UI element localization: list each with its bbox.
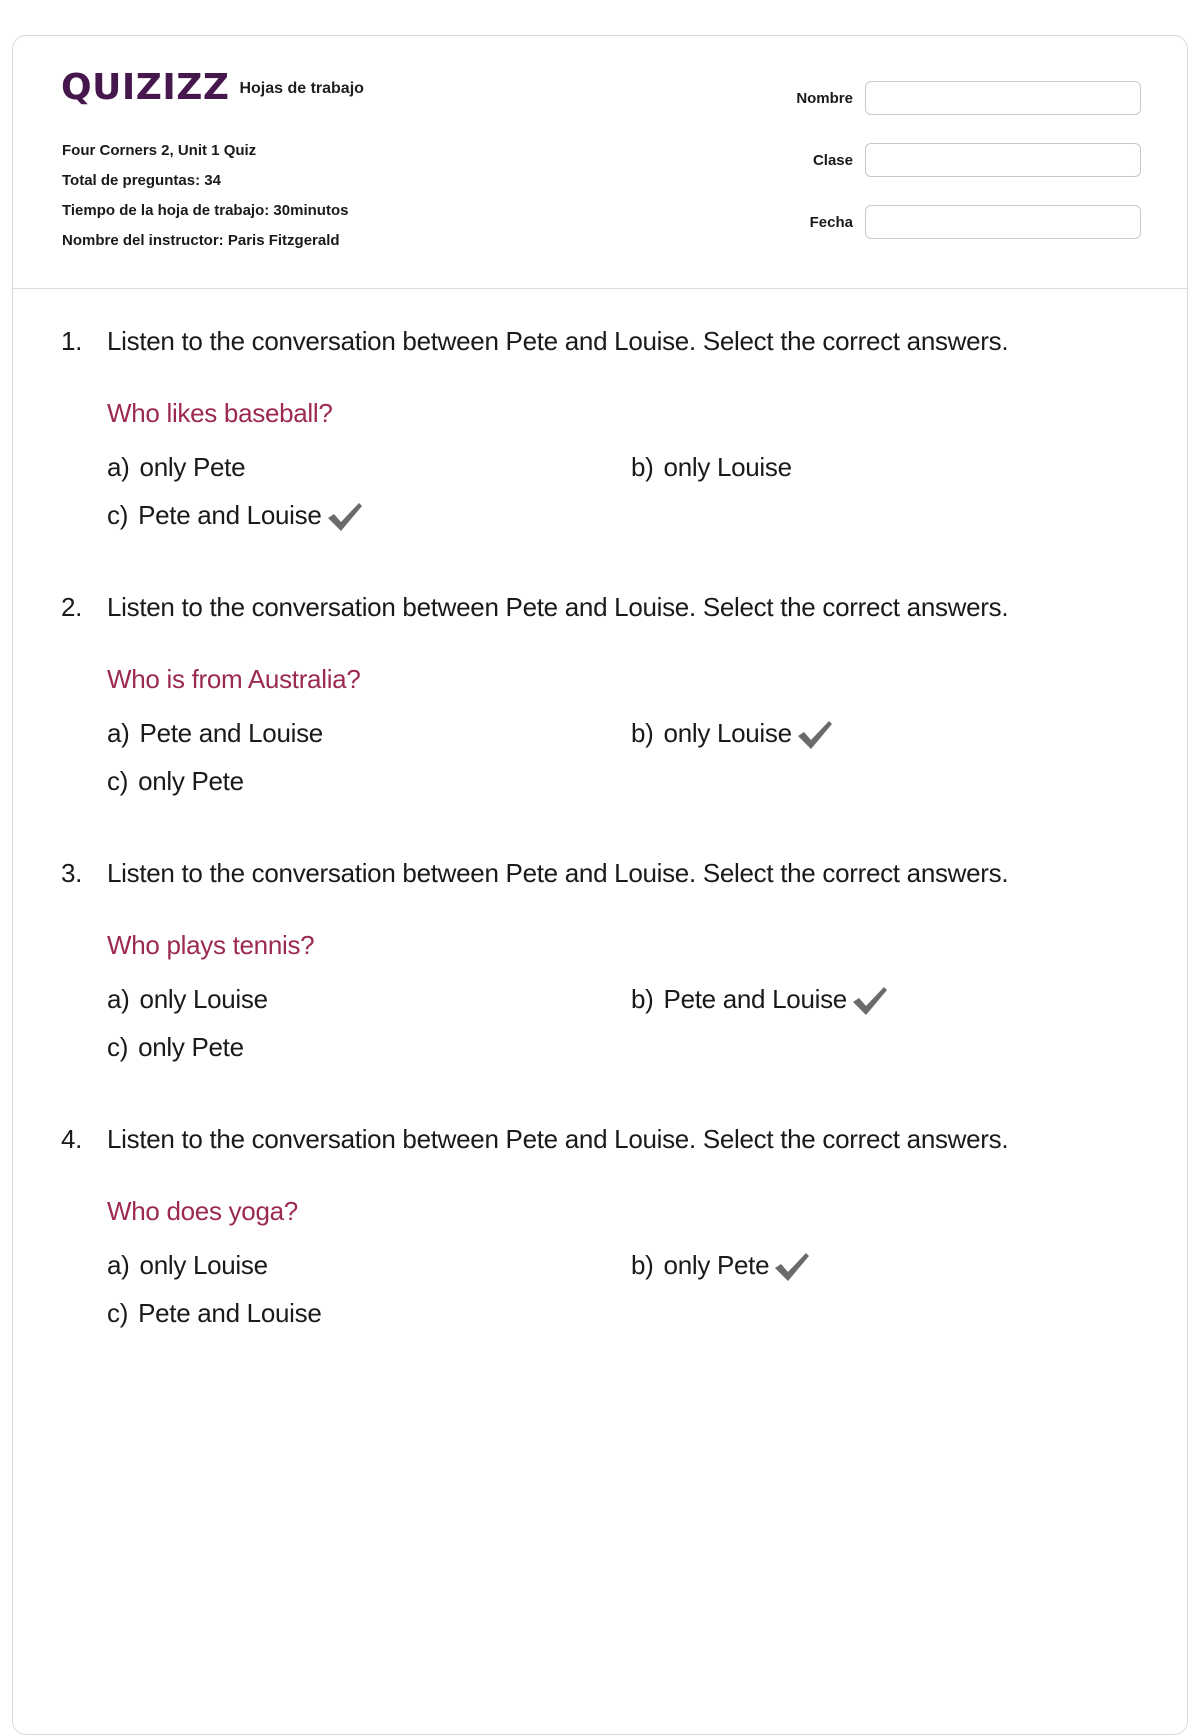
question-1 bbox=[61, 324, 1161, 590]
name-field[interactable] bbox=[865, 81, 1141, 115]
answer-option[interactable] bbox=[631, 982, 1131, 1016]
quiz-meta bbox=[62, 136, 348, 256]
option-letter: a) bbox=[107, 1250, 130, 1280]
option-letter: a) bbox=[107, 452, 130, 482]
sub-question: Who is from Australia? bbox=[107, 664, 361, 694]
answer-options bbox=[107, 716, 1161, 798]
option-text: only Louise bbox=[663, 718, 792, 748]
question-stem bbox=[61, 324, 1161, 358]
option-text: only Pete bbox=[138, 1032, 244, 1062]
answer-options bbox=[107, 450, 1161, 532]
option-text: only Pete bbox=[663, 1250, 770, 1280]
answer-option[interactable] bbox=[631, 716, 1131, 750]
checkmark-icon bbox=[796, 719, 834, 751]
answer-option[interactable] bbox=[107, 498, 631, 532]
date-row bbox=[796, 204, 1141, 240]
option-letter: c) bbox=[107, 766, 129, 796]
answer-options bbox=[107, 982, 1161, 1064]
answer-option[interactable] bbox=[107, 1248, 631, 1282]
question-number: 2. bbox=[61, 592, 83, 622]
class-field[interactable] bbox=[865, 143, 1141, 177]
option-letter: b) bbox=[631, 1250, 654, 1280]
answer-option[interactable] bbox=[631, 450, 1131, 484]
question-list bbox=[61, 324, 1161, 1388]
option-letter: b) bbox=[631, 984, 654, 1014]
sub-question: Who plays tennis? bbox=[107, 930, 315, 960]
question-text: Listen to the conversation between Pete and Louise. Select the correct answers. bbox=[107, 592, 1009, 622]
date-label: Fecha bbox=[809, 213, 853, 231]
answer-option[interactable] bbox=[107, 716, 631, 750]
instructor-name: Nombre del instructor: Paris Fitzgerald bbox=[62, 232, 340, 249]
option-text: only Pete bbox=[138, 766, 244, 796]
question-text: Listen to the conversation between Pete and Louise. Select the correct answers. bbox=[107, 326, 1009, 356]
option-text: Pete and Louise bbox=[138, 1298, 322, 1328]
sub-question: Who does yoga? bbox=[107, 1196, 298, 1226]
answer-options bbox=[107, 1248, 1161, 1330]
option-letter: b) bbox=[631, 452, 654, 482]
worksheet-header bbox=[13, 36, 1187, 289]
brand bbox=[61, 67, 364, 108]
quiz-title: Four Corners 2, Unit 1 Quiz bbox=[62, 142, 257, 159]
question-3 bbox=[61, 856, 1161, 1122]
answer-option[interactable] bbox=[107, 764, 631, 798]
date-field[interactable] bbox=[865, 205, 1141, 239]
option-text: only Louise bbox=[139, 1250, 268, 1280]
question-2 bbox=[61, 590, 1161, 856]
quizizz-logo: QUIZIZZ bbox=[61, 67, 230, 108]
option-text: Pete and Louise bbox=[139, 718, 323, 748]
checkmark-icon bbox=[326, 501, 364, 533]
option-letter: c) bbox=[107, 500, 129, 530]
option-text: only Louise bbox=[663, 452, 792, 482]
total-questions: Total de preguntas: 34 bbox=[62, 172, 221, 189]
answer-option[interactable] bbox=[107, 1296, 631, 1330]
question-stem bbox=[61, 1122, 1161, 1156]
question-text: Listen to the conversation between Pete and Louise. Select the correct answers. bbox=[107, 1124, 1009, 1154]
question-4 bbox=[61, 1122, 1161, 1388]
class-row bbox=[796, 142, 1141, 178]
option-letter: a) bbox=[107, 718, 130, 748]
class-label: Clase bbox=[812, 151, 853, 169]
worksheet bbox=[12, 35, 1188, 1735]
question-stem bbox=[61, 856, 1161, 890]
option-text: only Louise bbox=[139, 984, 268, 1014]
answer-option[interactable] bbox=[107, 450, 631, 484]
answer-option[interactable] bbox=[107, 982, 631, 1016]
option-text: Pete and Louise bbox=[138, 500, 322, 530]
question-number: 4. bbox=[61, 1124, 83, 1154]
student-fields bbox=[796, 80, 1141, 266]
question-stem bbox=[61, 590, 1161, 624]
name-row bbox=[796, 80, 1141, 116]
answer-option[interactable] bbox=[631, 1248, 1131, 1282]
question-text: Listen to the conversation between Pete and Louise. Select the correct answers. bbox=[107, 858, 1009, 888]
option-text: Pete and Louise bbox=[663, 984, 847, 1014]
question-number: 3. bbox=[61, 858, 83, 888]
option-letter: b) bbox=[631, 718, 654, 748]
sub-question: Who likes baseball? bbox=[107, 398, 333, 428]
checkmark-icon bbox=[773, 1251, 811, 1283]
option-letter: c) bbox=[107, 1298, 129, 1328]
logo-subtitle: Hojas de trabajo bbox=[239, 80, 364, 97]
checkmark-icon bbox=[851, 985, 889, 1017]
answer-option[interactable] bbox=[107, 1030, 631, 1064]
name-label: Nombre bbox=[796, 89, 853, 107]
question-number: 1. bbox=[61, 326, 83, 356]
option-letter: c) bbox=[107, 1032, 129, 1062]
option-letter: a) bbox=[107, 984, 130, 1014]
worksheet-time: Tiempo de la hoja de trabajo: 30minutos bbox=[62, 202, 349, 219]
option-text: only Pete bbox=[139, 452, 246, 482]
